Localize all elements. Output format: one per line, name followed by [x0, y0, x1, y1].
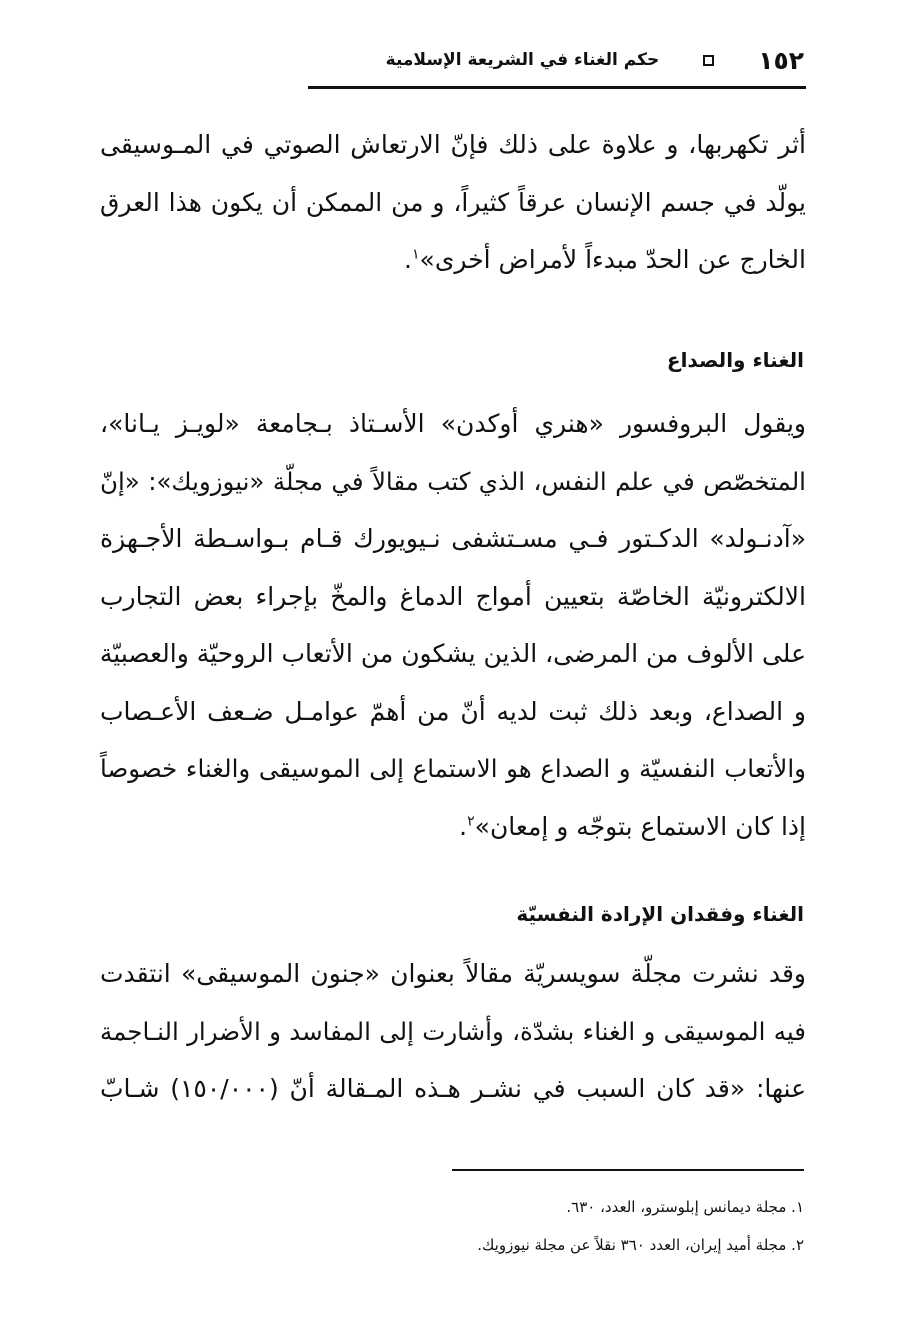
text-line-content: الخارج عن الحدّ مبدءاً لأمراض أخرى» — [419, 245, 806, 274]
footnote-ref-1: ١ — [412, 246, 420, 263]
text-line: فيه الموسيقى و الغناء بشدّة، وأشارت إلى المفاسد و الأضرار النـاجمة — [100, 1016, 806, 1046]
paragraph-continuation — [100, 116, 806, 289]
running-title: حكم الغناء في الشريعة الإسلامية — [385, 50, 660, 70]
header-rule — [308, 86, 806, 89]
text-line: إذا كان الاستماع بتوجّه و إمعان»$^٢$. — [459, 811, 806, 841]
footnote-rule — [452, 1169, 804, 1171]
section-headache-body — [100, 395, 806, 855]
page-number: ١٥٢ — [758, 45, 804, 75]
text-line: الخارج عن الحدّ مبدءاً لأمراض أخرى»$^١$. — [404, 245, 806, 274]
footnote-ref-2: ٢ — [467, 813, 475, 830]
header-square-ornament — [703, 55, 714, 66]
text-line: والأتعاب النفسيّة و الصداع هو الاستماع إلى الموسيقى والغناء خصوصاً — [100, 754, 806, 783]
section-willpower-body — [100, 945, 806, 1118]
text-line: على الألوف من المرضى، الذين يشكون من الأتعاب الروحيّة والعصبيّة — [99, 639, 806, 668]
text-line: وقد نشرت مجلّة سويسريّة مقالاً بعنوان «جنون الموسيقى» انتقدت — [100, 959, 806, 988]
footnotes — [100, 1188, 804, 1264]
text-line: و الصداع، وبعد ذلك ثبت لديه أنّ من أهمّ عوامـل ضـعف الأعـصاب — [100, 696, 806, 726]
text-line: «آدنـولد» الدكـتور فـي مسـتشفى نـيويورك قـام بـواسـطة الأجـهزة — [100, 524, 806, 553]
running-header — [310, 40, 804, 80]
section-heading-headache: الغناء والصداع — [666, 348, 804, 372]
text-line: عنها: «قد كان السبب في نشـر هـذه المـقالة أنّ (١٥٠/٠٠٠) شـابّ — [100, 1074, 807, 1103]
text-line: أثر تكهربها، و علاوة على ذلك فإنّ الارتعاش الصوتي في المـوسيقى — [100, 130, 806, 159]
section-heading-willpower: الغناء وفقدان الإرادة النفسيّة — [516, 902, 804, 926]
text-line: يولّد في جسم الإنسان عرقاً كثيراً، و من الممكن أن يكون هذا العرق — [100, 187, 806, 217]
text-line: المتخصّص في علم النفس، الذي كتب مقالاً في مجلّة «نيوزويك»: «إنّ — [100, 466, 806, 496]
text-line-content: إذا كان الاستماع بتوجّه و إمعان» — [474, 811, 806, 841]
footnote-1: ١. مجلة ديمانس إبلوسترو، العدد، ٦٣٠. — [566, 1198, 804, 1216]
text-line: ويقول البروفسور «هنري أوكدن» الأسـتاذ بـجامعة «لويـز يـانا»، — [100, 409, 806, 438]
footnote-2: ٢. مجلة أميد إيران، العدد ٣٦٠ نقلاً عن مجلة نيوزويك. — [477, 1236, 804, 1254]
text-line: الالكترونيّة الخاصّة بتعيين أمواج الدماغ والمخّ بإجراء بعض التجارب — [100, 581, 806, 611]
